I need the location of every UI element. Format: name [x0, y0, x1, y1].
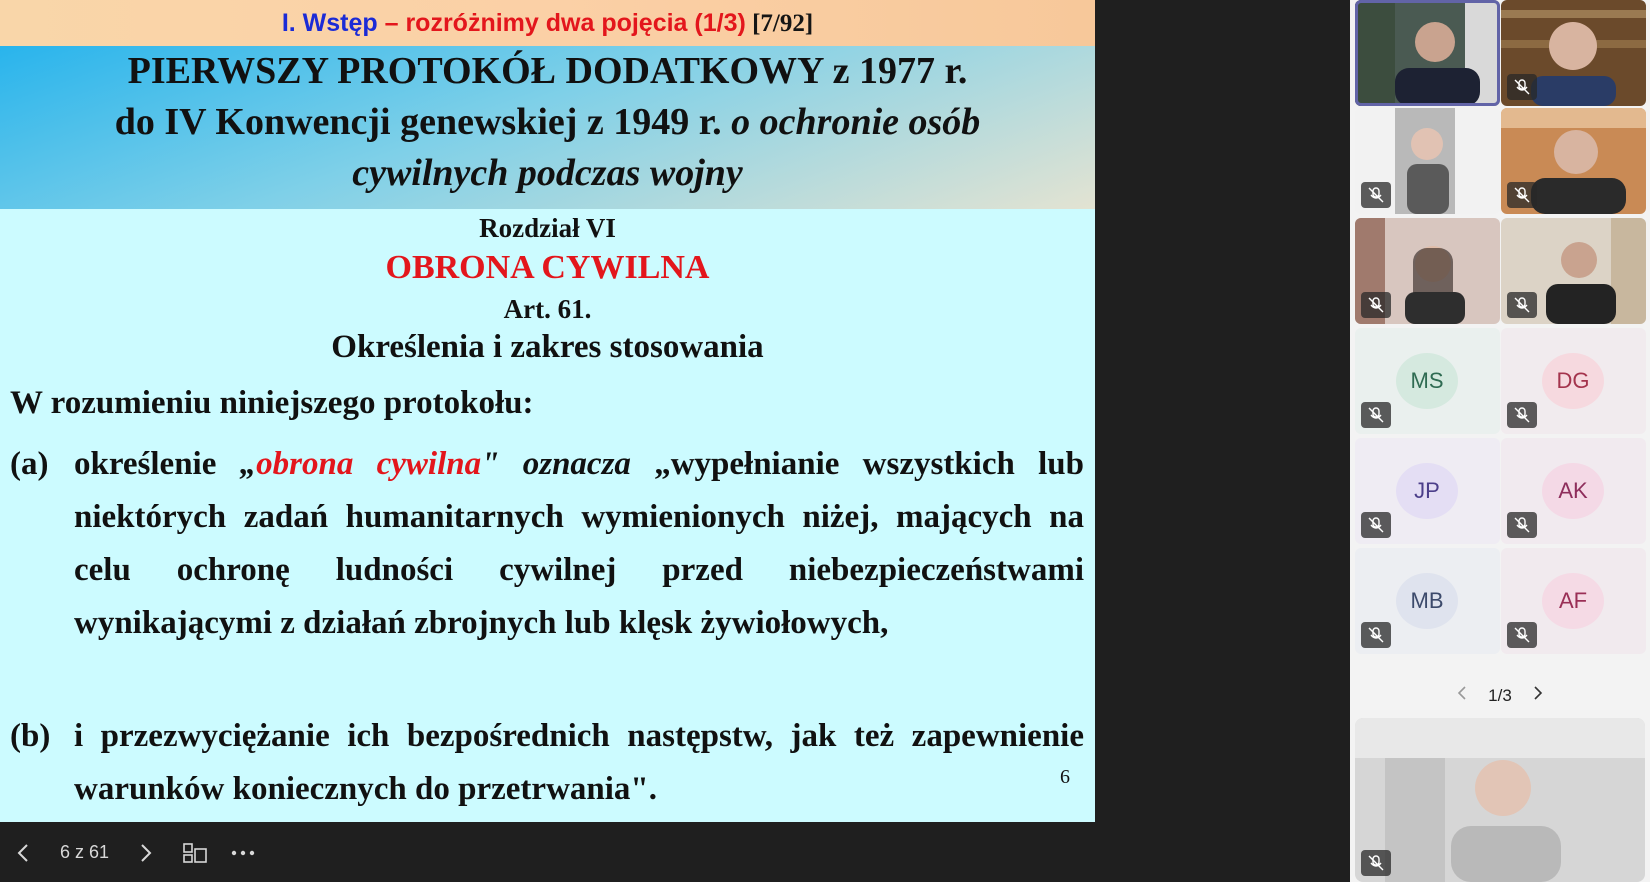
article-label: Art. 61.	[503, 294, 592, 324]
mic-off-icon	[1513, 78, 1531, 96]
section-title: OBRONA CYWILNA	[385, 249, 710, 286]
mic-off-icon	[1513, 406, 1531, 424]
mic-off-icon	[1367, 406, 1385, 424]
more-options-button[interactable]	[230, 822, 256, 882]
participant-tile-af[interactable]	[1501, 548, 1646, 654]
chevron-right-icon	[135, 842, 155, 864]
participant-tile-ak[interactable]	[1501, 438, 1646, 544]
slide-header	[0, 0, 1095, 46]
avatar: MB	[1396, 573, 1458, 629]
avatar: AK	[1542, 463, 1604, 519]
header-part-1: I. Wstęp	[281, 9, 378, 37]
header-part-2: – rozróżnimy dwa pojęcia (1/3)	[377, 9, 746, 37]
item-b-text: i przezwyciężanie ich bezpośrednich następstw, jak też zapewnienie warunków koniecznych do przetrwania".	[74, 718, 1084, 807]
header-part-3: [7/92]	[745, 10, 814, 37]
participants-panel	[1350, 0, 1650, 882]
mic-off-icon	[1367, 186, 1385, 204]
grid-view-icon	[182, 841, 208, 865]
participant-video-icon	[1355, 0, 1500, 106]
title-line-2: do IV Konwencji genewskiej z 1949 r. o ochronie osób	[114, 101, 981, 143]
more-icon	[230, 848, 256, 858]
muted-indicator	[1361, 622, 1391, 648]
participant-tile-4[interactable]	[1501, 108, 1646, 214]
avatar: DG	[1542, 353, 1604, 409]
participant-tile-jp[interactable]	[1355, 438, 1500, 544]
muted-indicator	[1361, 512, 1391, 538]
mic-off-icon	[1367, 516, 1385, 534]
article-title: Określenia i zakres stosowania	[331, 329, 764, 365]
title-line-1: PIERWSZY PROTOKÓŁ DODATKOWY z 1977 r.	[127, 50, 968, 92]
participant-tile-5[interactable]	[1355, 218, 1500, 324]
next-slide-button[interactable]	[135, 822, 155, 882]
self-view-tile[interactable]	[1355, 718, 1645, 882]
mic-off-icon	[1513, 296, 1531, 314]
mic-off-icon	[1367, 296, 1385, 314]
mic-off-icon	[1513, 186, 1531, 204]
pager-label: 1/3	[1488, 686, 1512, 705]
previous-slide-button[interactable]	[14, 822, 34, 882]
chevron-left-icon	[14, 842, 34, 864]
pager-next-button[interactable]	[1532, 682, 1544, 710]
item-a-marker: (a)	[10, 446, 49, 482]
participant-tile-1[interactable]	[1355, 0, 1500, 106]
term-highlight: obrona cywilna	[256, 446, 482, 482]
chevron-left-icon	[1456, 685, 1468, 701]
participant-tile-mb[interactable]	[1355, 548, 1500, 654]
slide-title	[0, 46, 1095, 209]
title-line-3: cywilnych podczas wojny	[352, 152, 743, 194]
participants-pager	[1350, 682, 1650, 710]
muted-indicator	[1507, 512, 1537, 538]
item-b-marker: (b)	[10, 718, 51, 754]
pager-prev-button[interactable]	[1456, 682, 1468, 710]
participant-tile-dg[interactable]	[1501, 328, 1646, 434]
mic-off-icon	[1367, 854, 1385, 872]
participant-tile-3[interactable]	[1355, 108, 1500, 214]
muted-indicator	[1507, 402, 1537, 428]
self-view-video-icon	[1355, 718, 1645, 882]
muted-indicator	[1507, 74, 1537, 100]
slide-counter: 6 z 61	[60, 842, 110, 862]
muted-indicator	[1507, 622, 1537, 648]
avatar: MS	[1396, 353, 1458, 409]
muted-indicator	[1361, 182, 1391, 208]
intro-text: W rozumieniu niniejszego protokołu:	[10, 385, 534, 421]
muted-indicator	[1507, 292, 1537, 318]
muted-indicator	[1361, 292, 1391, 318]
slide-page-number: 6	[1060, 766, 1070, 788]
mic-off-icon	[1513, 516, 1531, 534]
avatar: AF	[1542, 573, 1604, 629]
chevron-right-icon	[1532, 685, 1544, 701]
participant-tile-6[interactable]	[1501, 218, 1646, 324]
participant-tile-2[interactable]	[1501, 0, 1646, 106]
muted-indicator	[1361, 850, 1391, 876]
mic-off-icon	[1513, 626, 1531, 644]
muted-indicator	[1507, 182, 1537, 208]
presentation-controls	[0, 822, 1350, 882]
avatar: JP	[1396, 463, 1458, 519]
slide-overview-button[interactable]	[182, 822, 208, 882]
chapter-label: Rozdział VI	[479, 213, 616, 243]
item-a-text: określenie „obrona cywilna" oznacza „wypełnianie wszystkich lub niektórych zadań humanitarnych wymienionych niżej, mających na celu ochronę ludności cywilnej przed niebezpieczeństwami wynikającymi z działań zbrojnych lub klęsk żywiołowych,	[74, 446, 1084, 641]
muted-indicator	[1361, 402, 1391, 428]
mic-off-icon	[1367, 626, 1385, 644]
participant-tile-ms[interactable]	[1355, 328, 1500, 434]
